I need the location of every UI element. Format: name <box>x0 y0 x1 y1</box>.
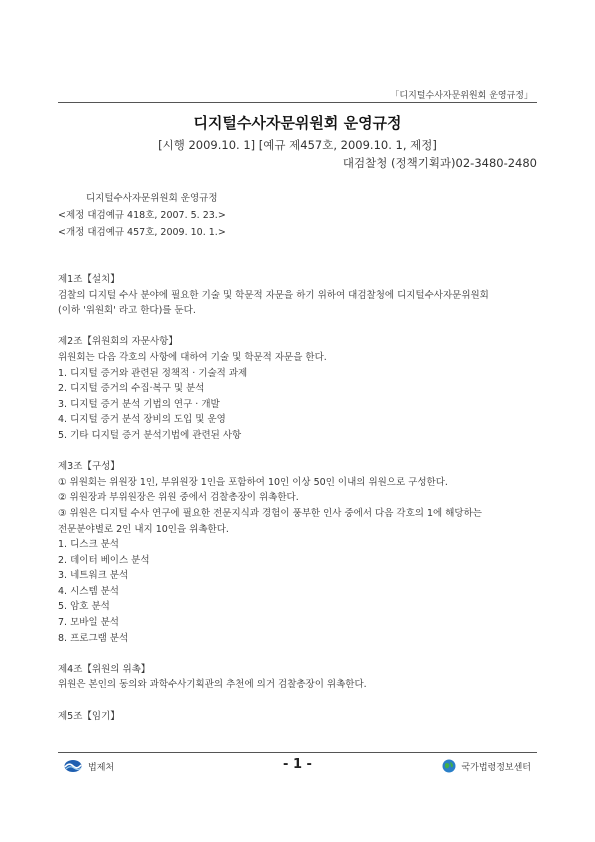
article-line: ② 위원장과 부위원장은 위원 중에서 검찰총장이 위촉한다. <box>58 492 299 504</box>
footer-rule <box>58 752 537 753</box>
article-5 <box>58 709 537 725</box>
article-line: (이하 '위원회' 라고 한다)를 둔다. <box>58 305 196 317</box>
article-line: ③ 위원은 디지털 수사 연구에 필요한 전문지식과 경험이 풍부한 인사 중에서 다음 각호의 1에 해당하는 <box>58 507 482 519</box>
revision-history <box>58 190 226 241</box>
article-line: 4. 디지털 증거 분석 장비의 도입 및 운영 <box>58 414 226 426</box>
article-line: 검찰의 디지털 수사 분야에 필요한 기술 및 학문적 자문을 하기 위하여 대검찰청에 디지털수사자문위원회 <box>58 289 489 301</box>
article-heading: 제5조【임기】 <box>58 710 120 722</box>
article-4 <box>58 662 537 693</box>
article-2 <box>58 334 537 443</box>
article-line: 8. 프로그램 분석 <box>58 632 129 644</box>
article-line: 2. 디지털 증거의 수집·복구 및 분석 <box>58 383 205 395</box>
footer-right-label: 국가법령정보센터 <box>461 762 531 773</box>
article-line: 2. 데이터 베이스 분석 <box>58 554 150 566</box>
footer-left-label: 법제처 <box>88 762 115 773</box>
article-heading: 제3조【구성】 <box>58 461 120 473</box>
article-line: 1. 디스크 분석 <box>58 539 119 551</box>
globe-logo-icon <box>442 759 456 773</box>
page-footer <box>58 755 537 777</box>
history-line: <개정 대검예규 457호, 2009. 10. 1.> <box>58 227 226 238</box>
history-line: <제정 대검예규 418호, 2007. 5. 23.> <box>58 210 226 221</box>
article-heading: 제1조【설치】 <box>58 274 120 285</box>
article-heading: 제2조【위원회의 자문사항】 <box>58 336 178 348</box>
article-heading: 제4조【위원의 위촉】 <box>58 663 151 675</box>
article-line: ① 위원회는 위원장 1인, 부위원장 1인을 포함하여 10인 이상 50인 이내의 위원으로 구성한다. <box>58 476 448 488</box>
article-line: 전문분야별로 2인 내지 10인을 위촉한다. <box>58 523 229 535</box>
document-title: 디지털수사자문위원회 운영규정 <box>193 114 402 132</box>
article-1 <box>58 272 537 319</box>
article-line: 3. 디지털 증거 분석 기법의 연구 · 개발 <box>58 398 220 410</box>
document-department: 대검찰청 (정책기획과)02-3480-2480 <box>342 156 537 170</box>
article-line: 1. 디지털 증거와 관련된 정책적 · 기술적 과제 <box>58 367 248 379</box>
article-line: 위원회는 다음 각호의 사항에 대하여 기술 및 학문적 자문을 한다. <box>58 351 327 363</box>
header-tag: 「디지털수사자문위원회 운영규정」 <box>390 91 533 101</box>
page-number: - 1 - <box>283 757 312 772</box>
article-line: 4. 시스템 분석 <box>58 585 119 597</box>
header-rule <box>58 102 537 103</box>
document-meta: [시행 2009.10. 1] [예규 제457호, 2009.10. 1, 제정] <box>158 138 437 152</box>
footer-right <box>442 759 531 773</box>
article-line: 5. 기타 디지털 증거 분석기법에 관련된 사항 <box>58 429 242 441</box>
article-line: 7. 모바일 분석 <box>58 617 119 629</box>
article-3 <box>58 459 537 646</box>
article-line: 5. 암호 분석 <box>58 601 110 613</box>
article-line: 3. 네트워크 분석 <box>58 570 129 582</box>
history-line: 디지털수사자문위원회 운영규정 <box>86 193 218 204</box>
articles <box>58 272 537 740</box>
article-line: 위원은 본인의 동의와 과학수사기획관의 추천에 의거 검찰총장이 위촉한다. <box>58 679 367 691</box>
